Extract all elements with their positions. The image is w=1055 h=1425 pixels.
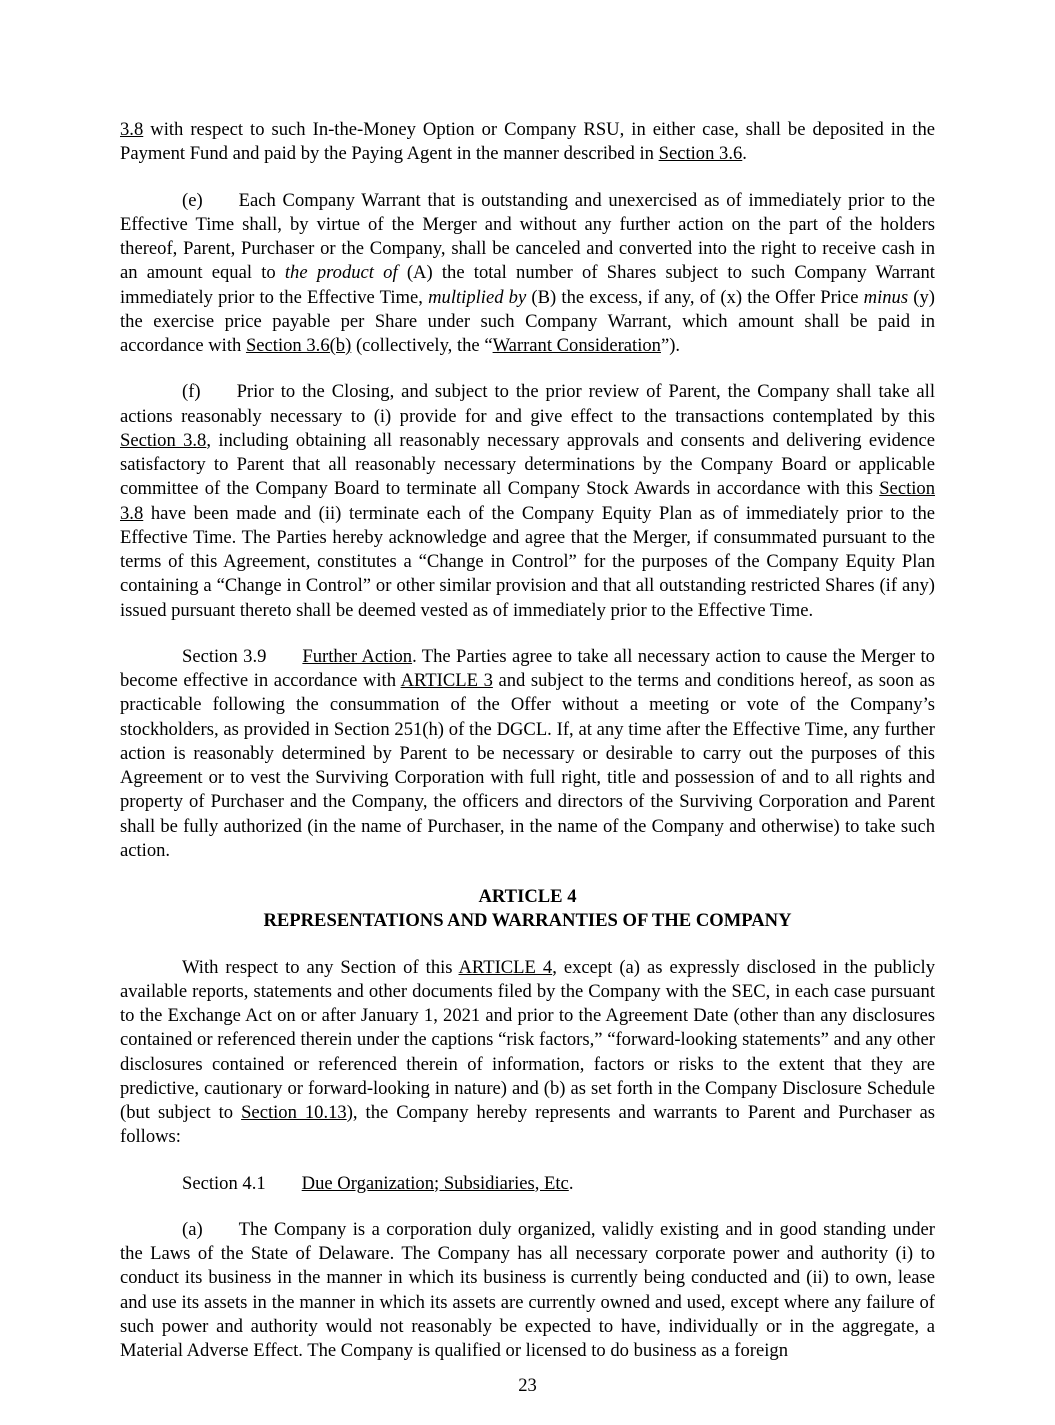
defined-term: Further Action — [302, 645, 413, 667]
text-run: and subject to the terms and conditions hereof, as soon as practicable following the consummation of the Offer without a meeting or vote of the Company’s stockholders, as provided in Section 251(h) of the DGCL. If, at any time after the Effective Time, any further action is reasonably determined by Parent to be necessary or desirable to carry out the purposes of this Agreement or to vest the Surviving Corporation with full right, title and possession of and to all rights and property of Purchaser and the Company, the officers and directors of the Surviving Corporation and Parent shall be fully authorized (in the name of Purchaser, in the name of the Company and otherwise) to take such action. — [120, 670, 936, 861]
text-run: ), the Company hereby represents and warrants to Parent and Purchaser as follows: — [120, 1102, 935, 1148]
section-3-9 — [120, 645, 935, 863]
text-run: ”). — [660, 335, 681, 356]
article-heading-line-1: ARTICLE 4 — [478, 886, 577, 907]
defined-term: Section 3.8 — [120, 478, 935, 524]
defined-term: Section 3.8 — [120, 429, 207, 451]
text-run: With respect to any Section of this — [182, 956, 459, 978]
emphasis-text: the product of — [284, 262, 398, 284]
paragraph-article-4-intro — [120, 956, 935, 1150]
section-4-1 — [120, 1172, 935, 1196]
emphasis-text: multiplied by — [428, 286, 527, 308]
paragraph-continuation — [120, 118, 935, 167]
text-run: with respect to such In-the-Money Option or Company RSU, in either case, shall be deposited in the Payment Fund and paid by the Paying Agent in the manner described in — [120, 119, 935, 165]
text-run: Prior to the Closing, and subject to the prior review of Parent, the Company shall take all actions reasonably necessary to (i) provide for and give effect to the transactions contemplated by this — [120, 381, 935, 427]
text-run: Section 3.9 — [182, 645, 267, 667]
article-heading-line-2: REPRESENTATIONS AND WARRANTIES OF THE COMPANY — [263, 910, 792, 932]
article-4-heading — [120, 885, 935, 934]
text-run: (y) the exercise price payable per Share under such Company Warrant, which amount shall be paid in accordance with — [120, 286, 935, 356]
text-run: . — [568, 1172, 574, 1194]
defined-term: ARTICLE 4 — [458, 956, 553, 978]
emphasis-text: minus — [863, 286, 909, 308]
defined-term: ARTICLE 3 — [400, 670, 493, 691]
page-number: 23 — [518, 1375, 537, 1397]
text-run: (collectively, the “ — [351, 335, 493, 356]
text-run: , except (a) as expressly disclosed in the publicly available reports, statements and other documents filed by the Company with the SEC, in each case pursuant to the Exchange Act on or after January 1, 2021 and prior to the Agreement Date (other than any disclosures contained or referenced therein under the captions “risk factors,” “forward-looking statements” and any other disclosures contained or referenced therein of information, factors or risks to the extent that they are predictive, cautionary or forward-looking in nature) and (b) as set forth in the Company Disclosure Schedule (but subject to — [120, 956, 936, 1123]
text-run: (e) — [182, 189, 203, 211]
text-run: (A) the total number of Shares subject to such Company Warrant immediately prior to the Effective Time, — [120, 262, 935, 308]
document-body — [120, 118, 935, 1363]
text-run: . — [742, 143, 747, 165]
defined-term: Section 10.13 — [241, 1102, 347, 1123]
text-run: , including obtaining all reasonably necessary approvals and consents and delivering evidence satisfactory to Parent that all reasonably necessary determinations by the Company Board or applicable committee of the Company Board to terminate all Company Stock Awards in accordance with this — [120, 429, 936, 500]
paragraph-section-4-1-a — [120, 1218, 935, 1364]
text-run: Each Company Warrant that is outstanding and unexercised as of immediately prior to the Effective Time shall, by virtue of the Merger and without any further action on the part of the holders thereof, Parent, Purchaser or the Company, shall be canceled and converted into the right to receive cash in an amount equal to — [120, 189, 935, 284]
defined-term: Section 3.6 — [658, 143, 743, 165]
text-run: have been made and (ii) terminate each of the Company Equity Plan as of immediately prior to the Effective Time. The Parties hereby acknowledge and agree that the Merger, if consummated pursuant to the terms of this Agreement, constitutes a “Change in Control” for the purposes of the Company Equity Plan containing a “Change in Control” or other similar provision and that all outstanding restricted Shares (if any) issued pursuant thereto shall be deemed vested as of immediately prior to the Effective Time. — [120, 502, 935, 621]
defined-term: Due Organization; Subsidiaries, Etc — [301, 1172, 569, 1194]
text-run: . The Parties agree to take all necessary action to cause the Merger to become effective in accordance with — [120, 645, 935, 691]
defined-term: Section 3.6(b) — [245, 335, 352, 356]
defined-term: Warrant Consideration — [492, 335, 661, 356]
text-run: (a) — [182, 1218, 203, 1240]
text-run: Section 4.1 — [182, 1172, 266, 1194]
paragraph-clause-e — [120, 189, 935, 359]
text-run: (B) the excess, if any, of (x) the Offer Price — [526, 286, 864, 308]
defined-term: 3.8 — [120, 119, 144, 140]
text-run: The Company is a corporation duly organized, validly existing and in good standing under the Laws of the State of Delaware. The Company has all necessary corporate power and authority (i) to conduct its business in the manner in which its business is currently being conducted and (ii) to own, lease and use its assets in the manner in which its assets are currently owned and used, except where any failure of such power and authority would not reasonably be expected to have, individually or in the aggregate, a Material Adverse Effect. The Company is qualified or licensed to do business as a foreign — [120, 1218, 935, 1361]
paragraph-clause-f — [120, 380, 935, 623]
text-run: (f) — [182, 381, 201, 403]
